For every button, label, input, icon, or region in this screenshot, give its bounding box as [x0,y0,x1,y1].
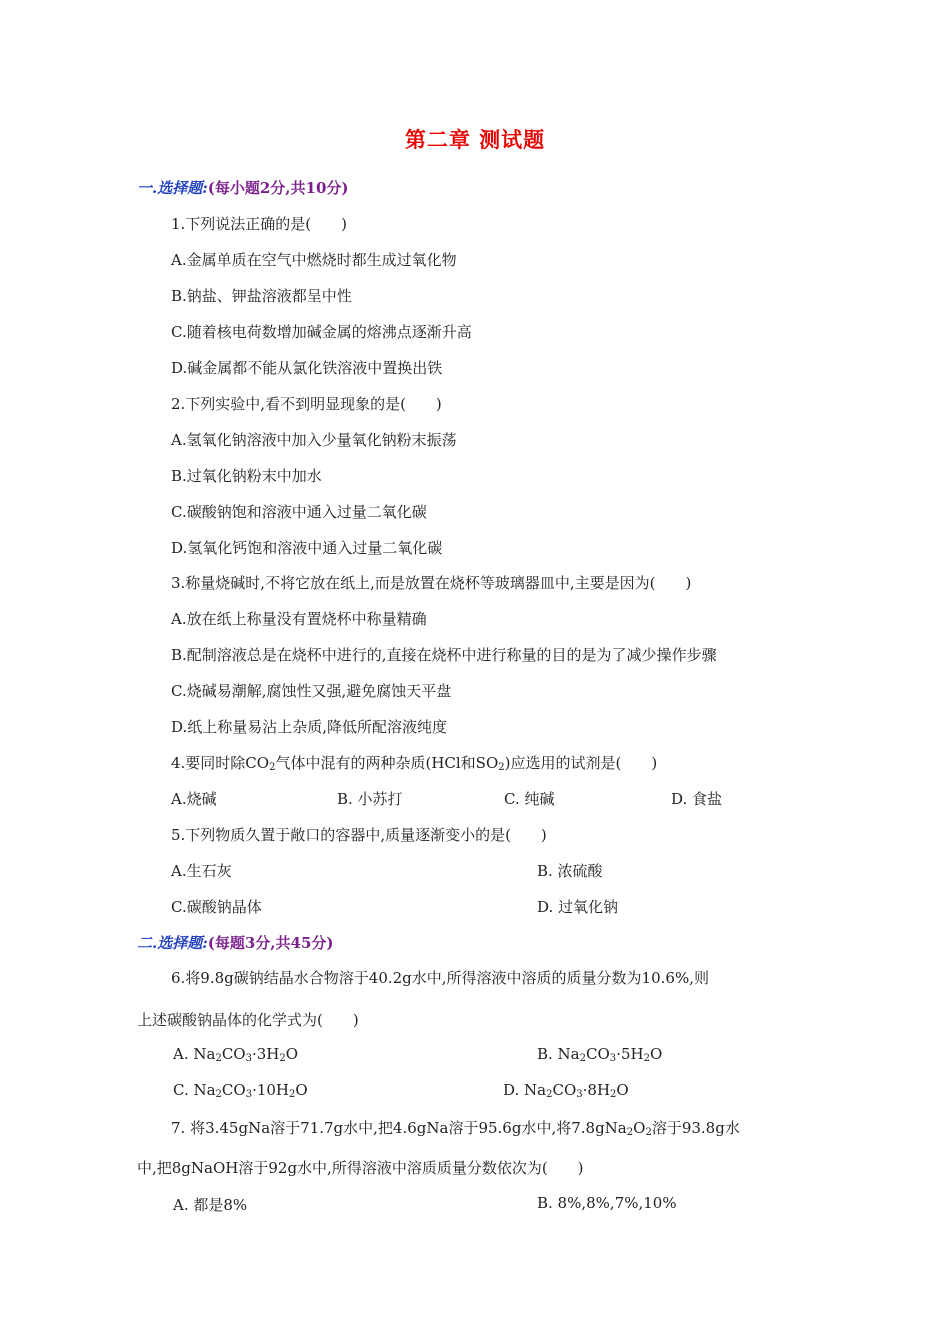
option-text: CO [552,1081,577,1099]
subscript: 2 [498,762,505,773]
question-4-option-c: C. 纯碱 [504,790,555,808]
subscript: 2 [215,1053,222,1064]
subscript: 3 [245,1089,253,1100]
option-text: O [295,1081,308,1099]
question-4-option-a: A.烧碱 [171,790,217,808]
question-4-text-3: )应选用的试剂是( ) [504,754,658,772]
subscript: 2 [643,1053,650,1064]
option-text: A. Na [173,1045,216,1063]
question-2-option-c: C.碳酸钠饱和溶液中通入过量二氧化碳 [171,503,427,521]
question-2-option-a: A.氢氧化钠溶液中加入少量氧化钠粉末振荡 [171,431,457,449]
subscript: 2 [579,1053,587,1064]
option-text: ·3H [251,1045,280,1063]
question-3-option-a: A.放在纸上称量没有置烧杯中称量精确 [171,610,427,628]
subscript: 3 [245,1053,252,1064]
option-text: CO [221,1081,246,1099]
option-text: O [285,1045,299,1063]
option-text: ·8H [582,1081,611,1099]
option-text: D. Na [503,1081,547,1099]
option-text: ·10H [252,1081,290,1099]
question-7-option-a: A. 都是8% [173,1196,248,1214]
option-text: B. Na [537,1045,580,1063]
question-7-stem-line-1 [171,1117,740,1138]
subscript: 2 [645,1127,652,1138]
section-number: 二.选择题: [137,934,208,952]
question-6-option-c [173,1081,308,1100]
option-text: C. Na [173,1081,216,1099]
question-1-stem: 1.下列说法正确的是( ) [171,215,348,233]
subscript: 2 [626,1127,634,1138]
question-4-text-2: 气体中混有的两种杂质(HCl和SO [275,754,499,772]
question-7-text-1: 7. 将3.45gNa溶于71.7g水中,把4.6gNa溶于95.6g水中,将7.8gNa [171,1119,627,1137]
question-5-stem: 5.下列物质久置于敞口的容器中,质量逐渐变小的是( ) [171,826,547,844]
section-heading-1 [137,177,349,198]
subscript: 2 [610,1089,617,1100]
question-7-text-2: O [633,1119,646,1137]
question-7-text-3: 溶于93.8g水 [651,1119,740,1137]
section-number: 一.选择题: [137,179,208,197]
subscript: 3 [609,1053,617,1064]
subscript: 3 [576,1089,583,1100]
section-heading-2 [137,932,334,953]
question-2-option-d: D.氢氧化钙饱和溶液中通入过量二氧化碳 [171,539,443,557]
question-4-option-b: B. 小苏打 [337,790,403,808]
question-3-option-c: C.烧碱易潮解,腐蚀性又强,避免腐蚀天平盘 [171,682,452,700]
question-4-stem [171,752,657,773]
page-title: 第二章 测试题 [404,127,546,152]
question-4-text-1: 4.要同时除CO [171,754,270,772]
question-3-option-b: B.配制溶液总是在烧杯中进行的,直接在烧杯中进行称量的目的是为了减少操作步骤 [171,646,717,664]
question-1-option-c: C.随着核电荷数增加碱金属的熔沸点逐渐升高 [171,323,472,341]
subscript: 2 [279,1053,286,1064]
question-5-option-b: B. 浓硫酸 [537,862,603,880]
section-scoring: (每题3分,共45分) [207,934,334,952]
question-2-option-b: B.过氧化钠粉末中加水 [171,467,322,485]
question-3-stem: 3.称量烧碱时,不将它放在纸上,而是放置在烧杯等玻璃器皿中,主要是因为( ) [171,574,692,592]
question-6-option-b [537,1045,662,1064]
option-text: O [649,1045,663,1063]
question-7-stem-line-2: 中,把8gNaOH溶于92g水中,所得溶液中溶质质量分数依次为( ) [137,1159,584,1177]
question-5-option-a: A.生石灰 [171,862,232,880]
section-scoring: (每小题2分,共10分) [207,179,349,197]
question-6-stem-line-2: 上述碳酸钠晶体的化学式为( ) [137,1011,359,1029]
question-6-option-a [173,1045,298,1064]
question-6-option-d [503,1081,629,1100]
subscript: 2 [289,1089,296,1100]
option-text: O [616,1081,629,1099]
question-2-stem: 2.下列实验中,看不到明显现象的是( ) [171,395,442,413]
option-text: CO [586,1045,610,1063]
subscript: 2 [215,1089,222,1100]
question-5-option-c: C.碳酸钠晶体 [171,898,262,916]
question-4-option-d: D. 食盐 [671,790,723,808]
question-1-option-a: A.金属单质在空气中燃烧时都生成过氧化物 [171,251,457,269]
question-7-option-b: B. 8%,8%,7%,10% [537,1194,677,1212]
question-6-stem-line-1: 6.将9.8g碳钠结晶水合物溶于40.2g水中,所得溶液中溶质的质量分数为10.6%,则 [171,969,709,987]
question-1-option-d: D.碱金属都不能从氯化铁溶液中置换出铁 [171,359,443,377]
option-text: ·5H [616,1045,644,1063]
subscript: 2 [269,762,276,773]
option-text: CO [221,1045,246,1063]
subscript: 2 [546,1089,553,1100]
question-3-option-d: D.纸上称量易沾上杂质,降低所配溶液纯度 [171,718,448,736]
question-5-option-d: D. 过氧化钠 [537,898,619,916]
question-1-option-b: B.钠盐、钾盐溶液都呈中性 [171,287,352,305]
